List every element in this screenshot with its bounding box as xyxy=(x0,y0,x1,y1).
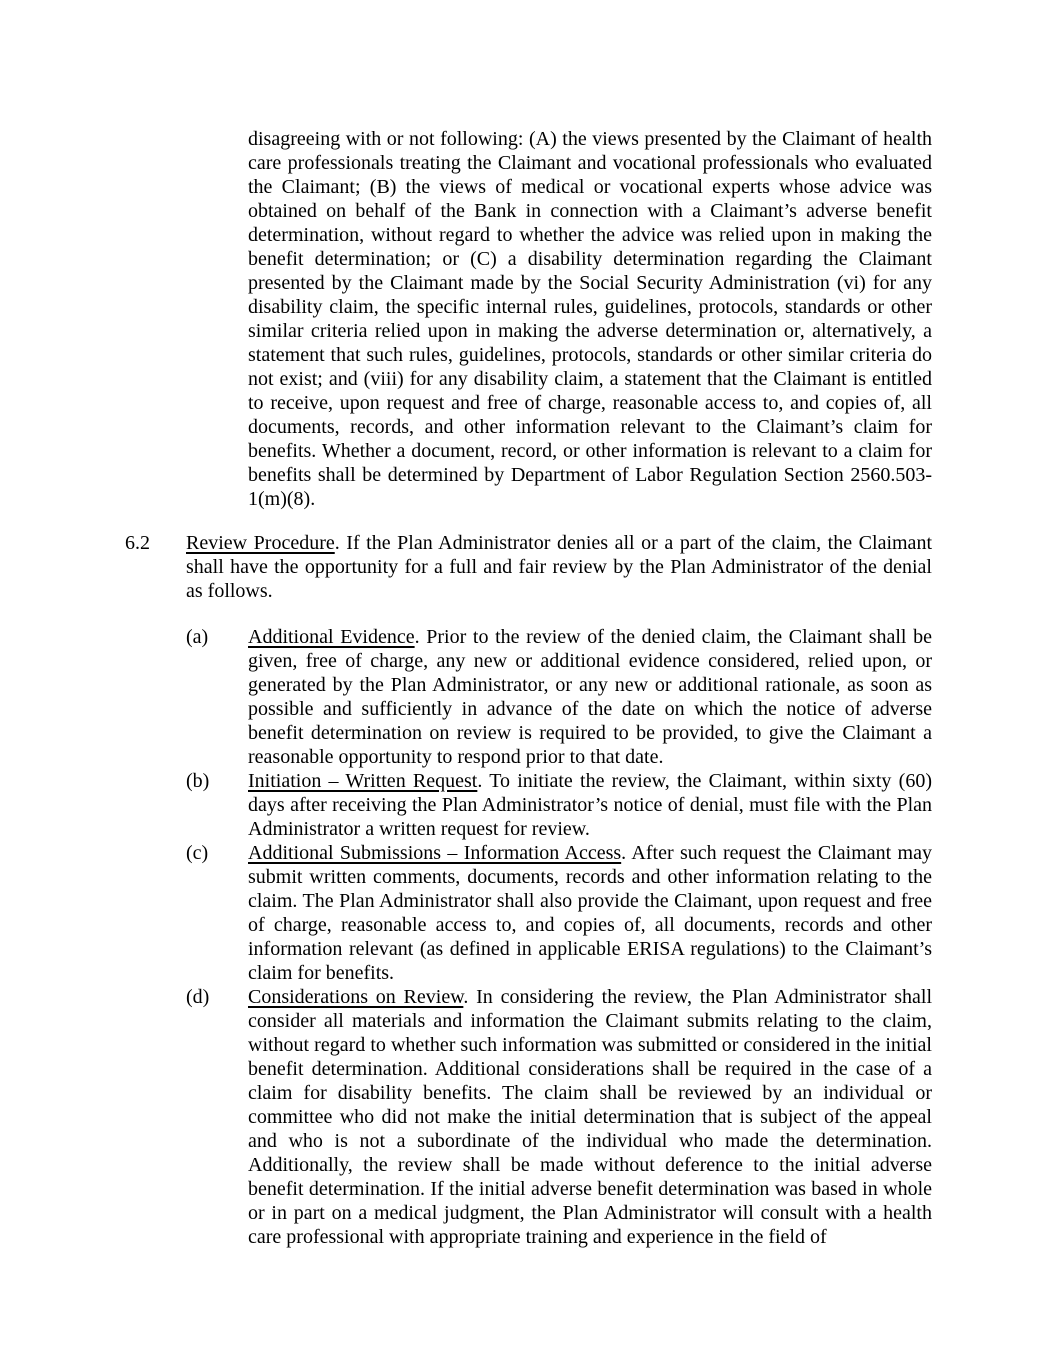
section-body-text: . If the Plan Administrator denies all or a part of the claim, the Claimant shall have the opportunity for a full and fair review by the Plan Administrator of the denial as follows. xyxy=(186,532,932,602)
continuation-paragraph: disagreeing with or not following: (A) the views presented by the Claimant of health care professionals treating the Claimant and vocational professionals who evaluated the Claimant; (B) the views of medical or vocational experts whose advice was obtained on behalf of the Bank in connection with a Claimant’s adverse benefit determination, without regard to whether the advice was relied upon in making the benefit determination; or (C) a disability determination regarding the Claimant presented by the Claimant made by the Social Security Administration (vi) for any disability claim, the specific internal rules, guidelines, protocols, standards or other similar criteria relied upon in making the adverse determination or, alternatively, a statement that such rules, guidelines, protocols, standards or other similar criteria do not exist; and (viii) for any disability claim, a statement that the Claimant is entitled to receive, upon request and free of charge, reasonable access to, and copies of, all documents, records, and other information relevant to the Claimant’s claim for benefits. Whether a document, record, or other information is relevant to a claim for benefits shall be determined by Department of Labor Regulation Section 2560.503-1(m)(8). xyxy=(248,128,932,510)
section-number: 6.2 xyxy=(125,532,150,554)
item-a-heading: Additional Evidence xyxy=(248,626,415,648)
item-d-paragraph xyxy=(248,985,932,1249)
item-d-label: (d) xyxy=(186,986,210,1008)
section-heading: Review Procedure xyxy=(186,532,335,554)
item-a-label: (a) xyxy=(186,626,209,648)
item-c-label: (c) xyxy=(186,842,209,864)
item-d-heading: Considerations on Review xyxy=(248,986,464,1008)
item-a-paragraph xyxy=(248,625,932,769)
list-item-a xyxy=(186,625,932,769)
list-item-c xyxy=(186,841,932,985)
item-b-paragraph xyxy=(248,769,932,841)
section-6-2 xyxy=(125,531,932,1249)
item-c-body-text: . After such request the Claimant may submit written comments, documents, records and other information relating to the claim. The Plan Administrator shall also provide the Claimant, upon request and free of charge, reasonable access to, and copies of, all documents, records and other information relevant (as defined in applicable ERISA regulations) to the Claimant’s claim for benefits. xyxy=(248,842,932,984)
item-a-body-text: . Prior to the review of the denied claim, the Claimant shall be given, free of charge, any new or additional evidence considered, relied upon, or generated by the Plan Administrator, or any new or additional rationale, as soon as possible and sufficiently in advance of the date on which the notice of adverse benefit determination on review is required to be provided, to give the Claimant a reasonable opportunity to respond prior to that date. xyxy=(248,626,933,768)
item-c-paragraph xyxy=(248,841,932,985)
list-item-b xyxy=(186,769,932,841)
item-c-heading: Additional Submissions – Information Access xyxy=(248,842,622,864)
section-paragraph xyxy=(186,531,932,603)
item-b-heading: Initiation – Written Request xyxy=(248,770,478,792)
section-item-list xyxy=(186,625,932,1249)
item-d-body-text: . In considering the review, the Plan Administrator shall consider all materials and information the Claimant submits relating to the claim, without regard to whether such information was submitted or considered in the initial benefit determination. Additional considerations shall be required in the case of a claim for disability benefits. The claim shall be reviewed by an individual or committee who did not make the initial determination that is subject of the appeal and who is not a subordinate of the individual who made the determination. Additionally, the review shall be made without deference to the initial adverse benefit determination. If the initial adverse benefit determination was based in whole or in part on a medical judgment, the Plan Administrator will consult with a health care professional with appropriate training and experience in the field of xyxy=(248,986,932,1248)
list-item-d xyxy=(186,985,932,1249)
item-b-label: (b) xyxy=(186,770,210,792)
item-b-body-text: . To initiate the review, the Claimant, within sixty (60) days after receiving the Plan Administrator’s notice of denial, must file with the Plan Administrator a written request for review. xyxy=(248,770,932,840)
